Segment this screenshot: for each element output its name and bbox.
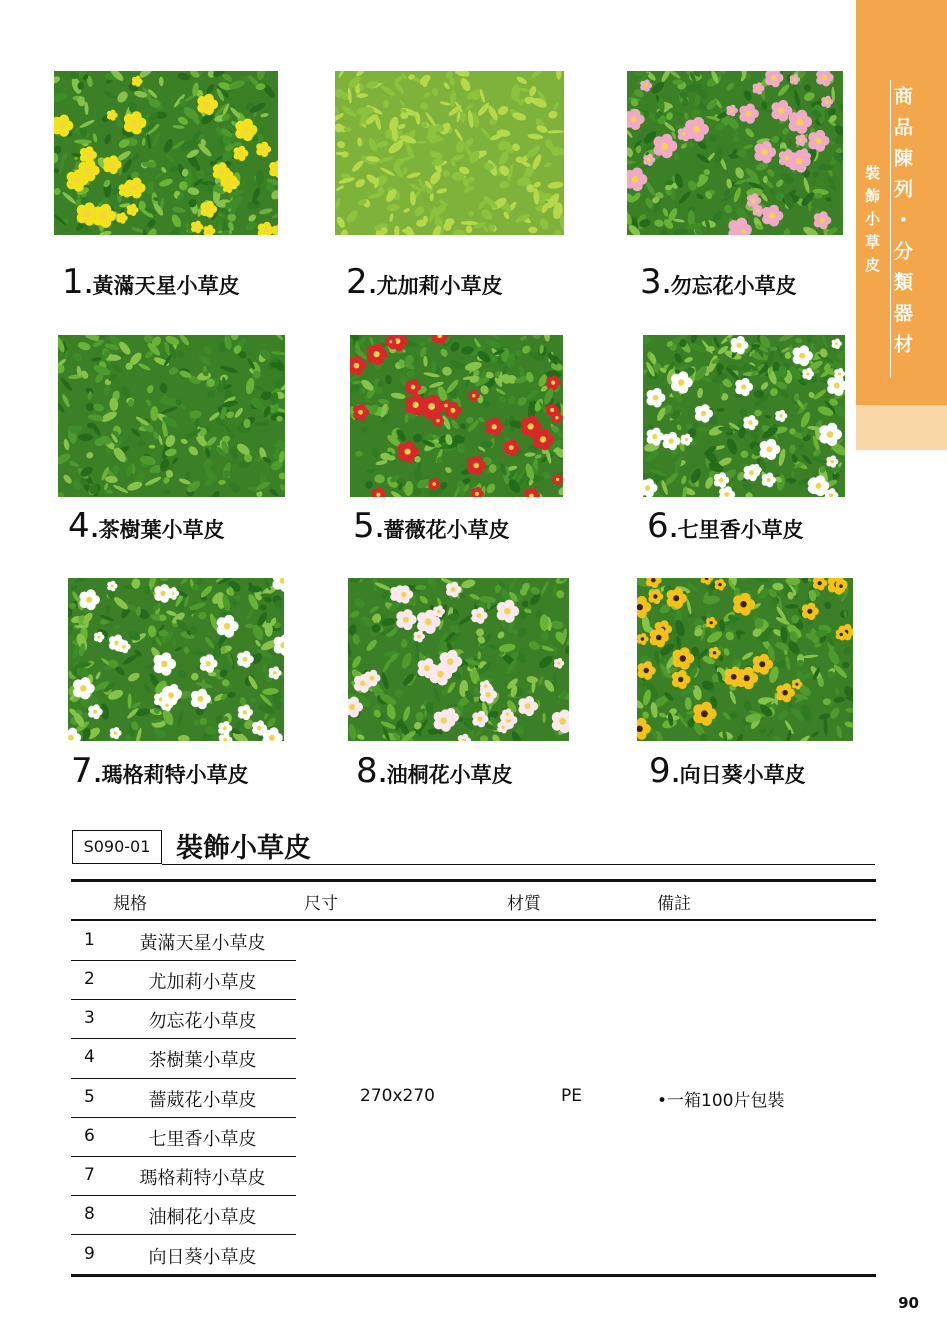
product-image-8 [348, 578, 569, 741]
row-name: 黃滿天星小草皮 [139, 933, 266, 954]
product-image-5 [350, 335, 563, 497]
product-image-3 [627, 71, 843, 235]
side-tab-accent [856, 405, 947, 450]
side-tab-category: 商品陳列・分類器材 [891, 86, 913, 365]
row-number: 5 [84, 1087, 95, 1107]
product-caption-6: 6.七里香小草皮 [647, 506, 804, 546]
row-number: 3 [84, 1008, 95, 1028]
row-name: 薔葳花小草皮 [148, 1090, 257, 1111]
product-image-2 [335, 71, 564, 235]
row-name: 勿忘花小草皮 [148, 1011, 257, 1032]
row-name: 油桐花小草皮 [148, 1207, 257, 1228]
product-image-7 [68, 578, 284, 741]
product-image-6 [643, 335, 845, 497]
page-number: 90 [898, 1294, 919, 1312]
product-image-4 [58, 335, 285, 497]
row-name: 茶樹葉小草皮 [148, 1050, 257, 1071]
row-number: 8 [84, 1204, 95, 1224]
product-caption-9: 9.向日葵小草皮 [649, 751, 806, 791]
row-divider [71, 1234, 296, 1235]
row-number: 2 [84, 969, 95, 989]
header-material: 材質 [507, 894, 541, 914]
row-divider [71, 999, 296, 1000]
table-top-rule [71, 879, 876, 882]
header-rule [71, 919, 876, 921]
row-number: 6 [84, 1126, 95, 1146]
product-caption-8: 8.油桐花小草皮 [356, 751, 513, 791]
product-code: S090-01 [72, 830, 162, 864]
section-title: 裝飾小草皮 [176, 833, 311, 864]
row-divider [71, 1038, 296, 1039]
product-caption-5: 5.薔薇花小草皮 [353, 506, 510, 546]
row-divider [71, 1195, 296, 1196]
row-divider [71, 1156, 296, 1157]
product-caption-1: 1.黃滿天星小草皮 [62, 262, 240, 302]
row-name: 七里香小草皮 [148, 1129, 257, 1150]
row-name: 瑪格莉特小草皮 [139, 1168, 266, 1189]
product-caption-2: 2.尤加莉小草皮 [346, 262, 503, 302]
row-divider [71, 960, 296, 961]
header-spec: 規格 [113, 894, 147, 914]
row-divider [71, 1117, 296, 1118]
title-underline [162, 864, 875, 865]
product-image-1 [54, 71, 278, 235]
product-image-9 [637, 578, 853, 741]
row-divider [71, 1078, 296, 1079]
side-tab-subcategory: 裝飾小草皮 [863, 165, 881, 280]
product-caption-3: 3.勿忘花小草皮 [640, 262, 797, 302]
header-note: 備註 [657, 894, 691, 914]
row-number: 7 [84, 1165, 95, 1185]
table-bottom-rule [71, 1274, 876, 1277]
row-name: 向日葵小草皮 [148, 1247, 257, 1268]
material-value: PE [561, 1086, 582, 1106]
row-number: 4 [84, 1047, 95, 1067]
header-size: 尺寸 [304, 894, 338, 914]
size-value: 270x270 [360, 1086, 435, 1106]
row-number: 1 [84, 930, 95, 950]
row-number: 9 [84, 1244, 95, 1264]
note-value: •一箱100片包裝 [657, 1091, 785, 1111]
product-caption-7: 7.瑪格莉特小草皮 [71, 751, 249, 791]
row-name: 尤加莉小草皮 [148, 972, 257, 993]
product-caption-4: 4.茶樹葉小草皮 [68, 506, 225, 546]
